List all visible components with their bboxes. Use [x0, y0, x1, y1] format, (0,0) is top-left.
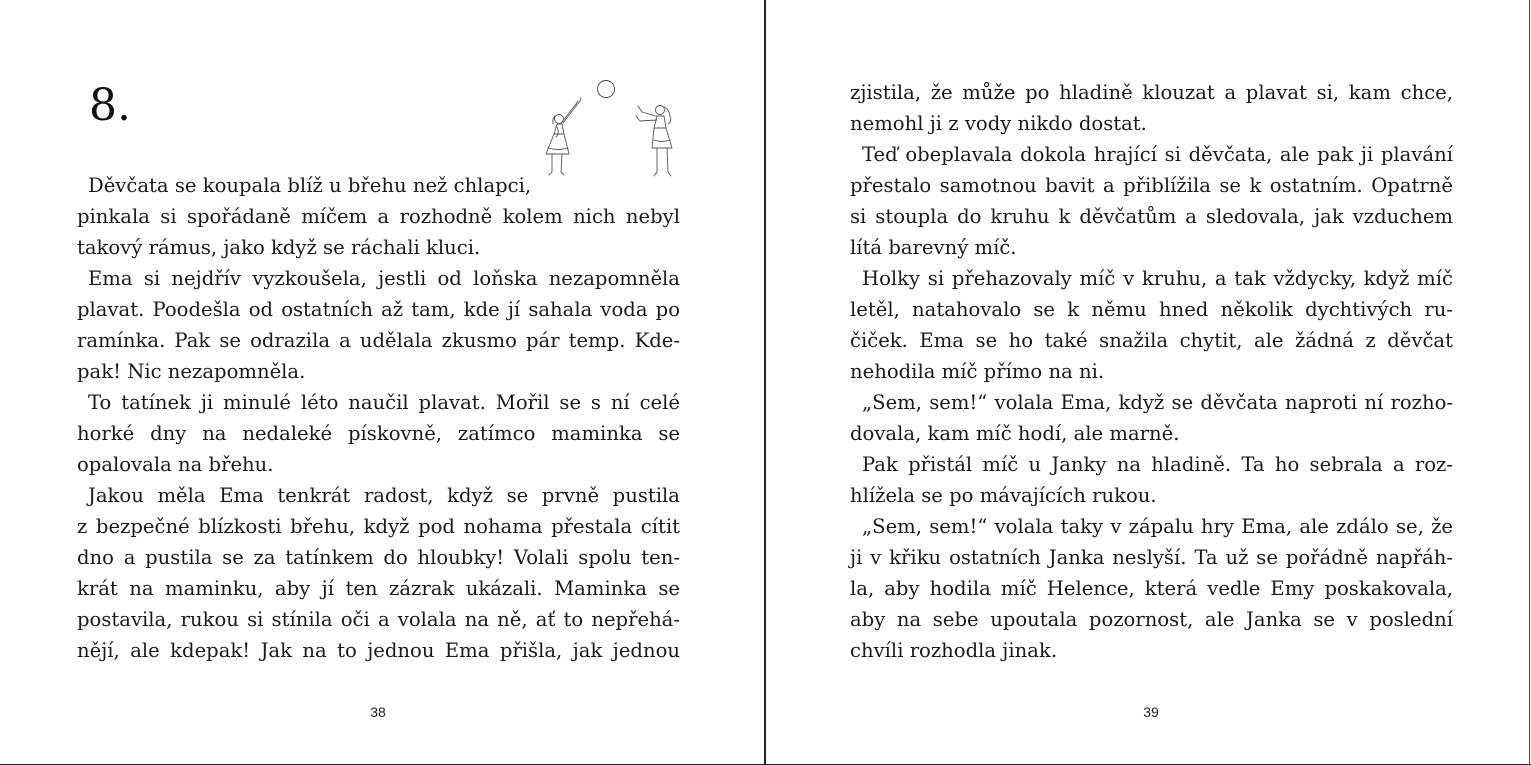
text-line: krát na maminku, aby jí ten zázrak ukázali. Maminka se	[77, 577, 680, 600]
page-edge	[1529, 0, 1530, 765]
text-line: chvíli rozhodla jinak.	[850, 639, 1058, 662]
text-line: la, aby hodila míč Helence, která vedle Emy poskakovala,	[850, 577, 1453, 600]
text-line: dno a pustila se za tatínkem do hloubky! Volali spolu ten-	[77, 546, 680, 569]
text-line: To tatínek ji minulé léto naučil plavat. Mořil se s ní celé	[88, 391, 680, 414]
text-line: ramínka. Pak se odrazila a udělala zkusmo pár temp. Kde-	[77, 329, 680, 352]
text-line: přestalo samotnou bavit a přiblížila se k ostatním. Opatrně	[850, 174, 1453, 197]
text-line: aby na sebe upoutala pozornost, ale Janka se v poslední	[850, 608, 1453, 631]
right-girl-drawing	[636, 106, 672, 177]
text-line: pak! Nic nezapomněla.	[77, 360, 306, 383]
text-line: zjistila, že může po hladině klouzat a plavat si, kam chce,	[850, 81, 1453, 104]
text-line: opalovala na břehu.	[77, 453, 274, 476]
text-line: hlížela se po mávajících rukou.	[850, 484, 1157, 507]
text-line: „Sem, sem!“ volala taky v zápalu hry Ema, ale zdálo se, že	[862, 515, 1453, 538]
text-line: nemohl ji z vody nikdo dostat.	[850, 112, 1147, 135]
left-girl-drawing	[546, 98, 581, 175]
text-line: nehodila míč přímo na ni.	[850, 360, 1105, 383]
text-line: Holky si přehazovaly míč v kruhu, a tak vždycky, když míč	[862, 267, 1453, 290]
text-line: z bezpečné blízkosti břehu, když pod nohama přestala cítit	[77, 515, 680, 538]
page-number-right: 39	[1143, 704, 1159, 720]
text-line: Děvčata se koupala blíž u břehu než chlapci,	[88, 174, 532, 197]
chapter-number: 8.	[89, 80, 131, 131]
text-line: pinkala si spořádaně míčem a rozhodně kolem nich nebyl	[77, 205, 680, 228]
girls-playing-ball-illustration	[536, 76, 686, 188]
text-line: čiček. Ema se ho také snažila chytit, ale žádná z děvčat	[850, 329, 1453, 352]
text-line: postavila, rukou si stínila oči a volala na ně, ať to nepřehá-	[77, 608, 680, 631]
text-line: dovala, kam míč hodí, ale marně.	[850, 422, 1180, 445]
page-number-left: 38	[370, 704, 386, 720]
text-line: horké dny na nedaleké pískovně, zatímco maminka se	[77, 422, 680, 445]
ball-drawing	[598, 81, 615, 98]
text-line: Teď obeplavala dokola hrající si děvčata, ale pak ji plavání	[862, 143, 1453, 166]
text-line: letěl, natahovalo se k němu hned několik dychtivých ru-	[850, 298, 1453, 321]
text-line: si stoupla do kruhu k děvčatům a sledovala, jak vzduchem	[850, 205, 1453, 228]
text-line: Pak přistál míč u Janky na hladině. Ta ho sebrala a roz-	[862, 453, 1453, 476]
text-line: Jakou měla Ema tenkrát radost, když se prvně pustila	[88, 484, 680, 507]
text-line: lítá barevný míč.	[850, 236, 1017, 259]
text-line: plavat. Poodešla od ostatních až tam, kde jí sahala voda po	[77, 298, 680, 321]
text-line: nějí, ale kdepak! Jak na to jednou Ema přišla, jak jednou	[77, 639, 680, 662]
book-spine-divider	[764, 0, 766, 765]
text-line: „Sem, sem!“ volala Ema, když se děvčata naproti ní rozho-	[862, 391, 1453, 414]
text-line: Ema si nejdřív vyzkoušela, jestli od loňska nezapomněla	[88, 267, 680, 290]
text-line: ji v křiku ostatních Janka neslyší. Ta už se pořádně napřáh-	[850, 546, 1453, 569]
text-line: takový rámus, jako když se ráchali kluci.	[77, 236, 481, 259]
